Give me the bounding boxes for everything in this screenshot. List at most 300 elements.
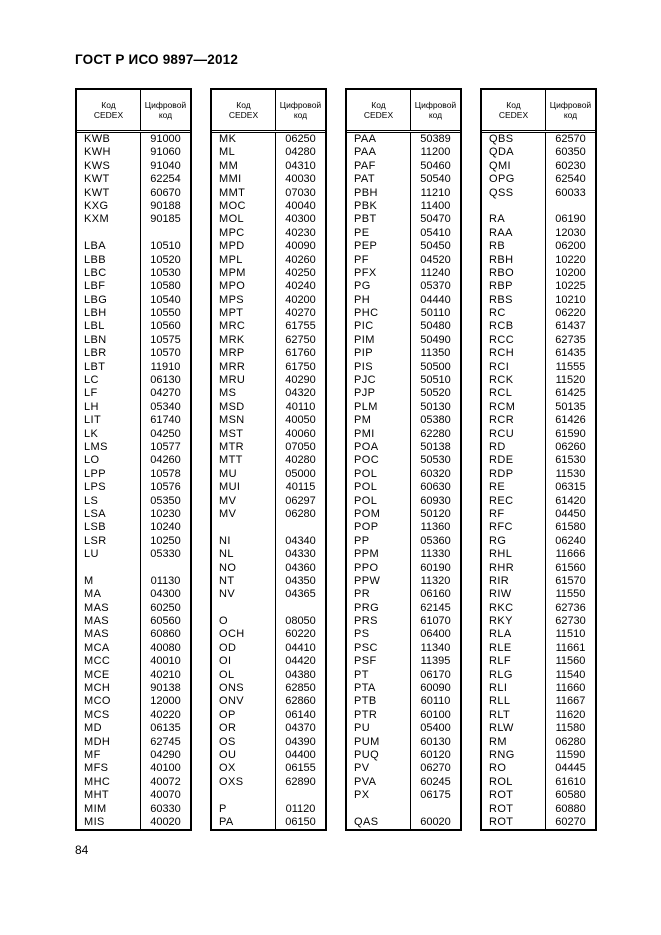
table-row: [212, 642, 325, 655]
numeric-code-cell: 61425: [555, 387, 586, 400]
table-row: [482, 160, 595, 173]
table-row: [482, 682, 595, 695]
table-row: [482, 722, 595, 735]
numeric-code-cell: 40010: [150, 655, 181, 668]
cedex-code-cell: RCR: [482, 414, 546, 427]
numeric-code-cell: 60033: [555, 186, 586, 199]
numeric-code-cell: 62730: [555, 615, 586, 628]
numeric-code-cell: 10540: [150, 293, 181, 306]
cedex-code-cell: LSR: [77, 535, 141, 548]
numeric-code-cell: 07030: [285, 186, 316, 199]
table-row: [77, 709, 190, 722]
table-row: [212, 602, 325, 615]
table-row: [212, 481, 325, 494]
numeric-code-cell: 62735: [555, 333, 586, 346]
cedex-code-cell: ONS: [212, 682, 276, 695]
numeric-code-cell: 40030: [285, 173, 316, 186]
cedex-code-cell: MA: [77, 588, 141, 601]
code-table-2: [210, 88, 327, 831]
numeric-code-cell: 61760: [285, 347, 316, 360]
cedex-code-cell: RHL: [482, 548, 546, 561]
cedex-code-cell: POL: [347, 495, 411, 508]
table-row: [212, 762, 325, 775]
table-row: [77, 187, 190, 200]
header-line: код: [158, 110, 173, 120]
table-row: [482, 133, 595, 146]
cedex-code-cell: POA: [347, 441, 411, 454]
header-line: CEDEX: [498, 110, 529, 120]
table-row: [77, 468, 190, 481]
table-row: [77, 602, 190, 615]
table-row: [212, 562, 325, 575]
cedex-code-cell: PBH: [347, 187, 411, 200]
table-row: [482, 602, 595, 615]
numeric-code-cell: 60100: [420, 708, 451, 721]
cedex-code-cell: RLG: [482, 669, 546, 682]
cedex-code-cell: LBG: [77, 294, 141, 307]
cedex-code-cell: PV: [347, 762, 411, 775]
cedex-code-cell: PUM: [347, 736, 411, 749]
numeric-code-cell: 11661: [555, 641, 586, 654]
numeric-code-cell: 06260: [555, 440, 586, 453]
numeric-code-cell: 11360: [420, 521, 451, 534]
cedex-code-cell: RIR: [482, 575, 546, 588]
table-row: [212, 722, 325, 735]
cedex-code-cell: PIC: [347, 320, 411, 333]
numeric-code-cell: 12000: [150, 695, 181, 708]
code-table-3: [345, 88, 462, 831]
cedex-code-cell: LSB: [77, 521, 141, 534]
table-row: [347, 709, 460, 722]
table-row: [212, 695, 325, 708]
cedex-code-cell: MCO: [77, 695, 141, 708]
numeric-code-cell: 62145: [420, 601, 451, 614]
table-row: [347, 200, 460, 213]
table-row: [482, 562, 595, 575]
table-row: [347, 267, 460, 280]
table-row: [212, 307, 325, 320]
table-row: [482, 187, 595, 200]
numeric-code-cell: 11320: [420, 574, 451, 587]
cedex-code-cell: PIM: [347, 334, 411, 347]
numeric-code-cell: 62570: [555, 133, 586, 145]
table-row: [77, 361, 190, 374]
cedex-code-cell: KXG: [77, 200, 141, 213]
table-row: [347, 615, 460, 628]
numeric-code-cell: 40230: [285, 226, 316, 239]
table-row: [77, 749, 190, 762]
table-row: [347, 387, 460, 400]
table-row: [212, 468, 325, 481]
numeric-code-cell: 04400: [285, 748, 316, 761]
numeric-code-cell: 04365: [285, 588, 316, 601]
table-row: [77, 347, 190, 360]
numeric-code-cell: 06135: [150, 722, 181, 735]
cedex-code-cell: PP: [347, 535, 411, 548]
numeric-code-cell: 10250: [150, 534, 181, 547]
cedex-code-cell: LSA: [77, 508, 141, 521]
table-row: [77, 320, 190, 333]
numeric-code-cell: 60880: [555, 802, 586, 815]
table-row: [482, 347, 595, 360]
cedex-code-cell: PSF: [347, 655, 411, 668]
cedex-code-cell: PPW: [347, 575, 411, 588]
numeric-code-cell: 50490: [420, 333, 451, 346]
table-body: [77, 133, 190, 829]
table-row: [482, 736, 595, 749]
cedex-code-cell: LS: [77, 495, 141, 508]
numeric-code-cell: 04390: [285, 735, 316, 748]
header-line: Цифровой: [144, 100, 187, 110]
numeric-code-cell: 61560: [555, 561, 586, 574]
table-row: [77, 414, 190, 427]
numeric-code-cell: 40260: [285, 253, 316, 266]
numeric-code-cell: 61435: [555, 347, 586, 360]
header-line: код: [293, 110, 308, 120]
table-row: [482, 628, 595, 641]
header-line: Код: [236, 100, 251, 110]
table-row: [77, 521, 190, 534]
cedex-code-cell: MPS: [212, 294, 276, 307]
numeric-code-cell: 04520: [420, 253, 451, 266]
table-row: [482, 789, 595, 802]
numeric-code-cell: 05350: [150, 494, 181, 507]
cedex-code-cell: QMI: [482, 160, 546, 173]
numeric-code-cell: 61070: [420, 615, 451, 628]
numeric-code-cell: 06270: [420, 762, 451, 775]
numeric-code-cell: 11910: [150, 360, 181, 373]
numeric-code-cell: 08050: [285, 615, 316, 628]
cedex-code-cell: POL: [347, 481, 411, 494]
cedex-code-cell: MAS: [77, 602, 141, 615]
numeric-code-cell: 50450: [420, 240, 451, 253]
numeric-code-cell: 04320: [285, 387, 316, 400]
header-line: Код: [371, 100, 386, 110]
table-row: [347, 803, 460, 816]
numeric-code-cell: 05000: [285, 467, 316, 480]
table-row: [77, 213, 190, 226]
table-row: [212, 495, 325, 508]
numeric-code-cell: [141, 562, 190, 575]
numeric-code-cell: 61437: [555, 320, 586, 333]
table-row: [212, 535, 325, 548]
table-row: [482, 200, 595, 213]
table-row: [347, 133, 460, 146]
cedex-code-cell: PE: [347, 227, 411, 240]
numeric-code-cell: 62750: [285, 333, 316, 346]
numeric-code-cell: 11395: [420, 655, 451, 668]
table-row: [77, 575, 190, 588]
cedex-code-cell: LK: [77, 428, 141, 441]
cedex-code-cell: KWT: [77, 187, 141, 200]
cedex-code-cell: [482, 200, 546, 213]
numeric-code-cell: 11200: [420, 146, 451, 159]
cedex-code-cell: RLE: [482, 642, 546, 655]
cedex-code-cell: MU: [212, 468, 276, 481]
table-row: [212, 588, 325, 601]
table-row: [347, 508, 460, 521]
table-row: [482, 508, 595, 521]
numeric-code-cell: 60330: [150, 802, 181, 815]
numeric-code-cell: 62280: [420, 427, 451, 440]
cedex-code-cell: PAT: [347, 173, 411, 186]
table-row: [77, 240, 190, 253]
table-row: [77, 428, 190, 441]
cedex-code-cell: MFS: [77, 762, 141, 775]
numeric-code-cell: 04280: [285, 146, 316, 159]
numeric-code-cell: 04360: [285, 561, 316, 574]
table-row: [347, 736, 460, 749]
cedex-code-cell: PX: [347, 789, 411, 802]
table-row: [212, 521, 325, 534]
numeric-code-cell: 40040: [285, 199, 316, 212]
numeric-code-cell: 04270: [150, 387, 181, 400]
cedex-code-cell: MPO: [212, 280, 276, 293]
table-row: [347, 588, 460, 601]
numeric-code-cell: 90188: [150, 199, 181, 212]
table-row: [482, 548, 595, 561]
table-body: [347, 133, 460, 829]
numeric-code-cell: 04300: [150, 588, 181, 601]
cedex-code-cell: RM: [482, 736, 546, 749]
numeric-code-cell: 60190: [420, 561, 451, 574]
table-row: [77, 776, 190, 789]
cedex-code-cell: MCE: [77, 669, 141, 682]
numeric-code-cell: 10520: [150, 253, 181, 266]
numeric-code-cell: 04260: [150, 454, 181, 467]
cedex-code-cell: MV: [212, 508, 276, 521]
cedex-code-cell: [212, 521, 276, 534]
table-row: [212, 347, 325, 360]
table-row: [77, 441, 190, 454]
table-row: [212, 240, 325, 253]
cedex-code-cell: PAA: [347, 146, 411, 159]
cedex-code-cell: RIW: [482, 588, 546, 601]
table-row: [347, 307, 460, 320]
cedex-code-cell: MMI: [212, 173, 276, 186]
cedex-code-cell: OL: [212, 669, 276, 682]
numeric-code-cell: 05400: [420, 722, 451, 735]
numeric-code-cell: 06160: [420, 588, 451, 601]
table-row: [77, 655, 190, 668]
numeric-code-cell: 04310: [285, 159, 316, 172]
cedex-code-cell: MIS: [77, 816, 141, 829]
numeric-code-cell: 60220: [285, 628, 316, 641]
table-row: [347, 776, 460, 789]
table-row: [77, 146, 190, 159]
table-row: [347, 227, 460, 240]
table-row: [77, 669, 190, 682]
cedex-code-cell: PSC: [347, 642, 411, 655]
numeric-code-cell: 05380: [420, 414, 451, 427]
table-row: [212, 669, 325, 682]
cedex-code-cell: PMI: [347, 428, 411, 441]
cedex-code-cell: RBO: [482, 267, 546, 280]
numeric-code-cell: 06297: [285, 494, 316, 507]
table-row: [482, 414, 595, 427]
table-body: [212, 133, 325, 829]
cedex-code-cell: LO: [77, 454, 141, 467]
table-row: [77, 628, 190, 641]
cedex-code-cell: ONV: [212, 695, 276, 708]
table-row: [347, 535, 460, 548]
table-row: [212, 320, 325, 333]
table-row: [482, 267, 595, 280]
cedex-code-cell: [212, 602, 276, 615]
numeric-code-cell: 40110: [285, 400, 316, 413]
table-row: [77, 227, 190, 240]
cedex-code-cell: LBA: [77, 240, 141, 253]
numeric-code-cell: 11620: [555, 708, 586, 721]
table-row: [482, 401, 595, 414]
numeric-code-cell: 10510: [150, 240, 181, 253]
numeric-code-cell: 50480: [420, 320, 451, 333]
numeric-code-cell: 04250: [150, 427, 181, 440]
cedex-code-cell: LBC: [77, 267, 141, 280]
table-row: [77, 200, 190, 213]
cedex-code-cell: MK: [212, 133, 276, 146]
cedex-code-cell: RCH: [482, 347, 546, 360]
numeric-code-cell: 05370: [420, 280, 451, 293]
numeric-code-cell: 04290: [150, 748, 181, 761]
cedex-code-cell: PM: [347, 414, 411, 427]
table-row: [347, 655, 460, 668]
cedex-code-cell: OPG: [482, 173, 546, 186]
numeric-code-cell: 06240: [555, 534, 586, 547]
cedex-code-cell: MPM: [212, 267, 276, 280]
numeric-code-cell: 50120: [420, 507, 451, 520]
table-row: [482, 454, 595, 467]
table-row: [77, 374, 190, 387]
cedex-code-cell: RFC: [482, 521, 546, 534]
table-row: [212, 816, 325, 829]
numeric-code-cell: 40090: [285, 240, 316, 253]
table-row: [77, 736, 190, 749]
cedex-code-cell: PTA: [347, 682, 411, 695]
table-row: [482, 695, 595, 708]
table-row: [212, 709, 325, 722]
numeric-code-cell: 61530: [555, 454, 586, 467]
numeric-code-cell: 10220: [555, 253, 586, 266]
cedex-code-cell: M: [77, 575, 141, 588]
cedex-code-cell: RF: [482, 508, 546, 521]
numeric-code-cell: 40270: [285, 307, 316, 320]
cedex-code-cell: MRU: [212, 374, 276, 387]
numeric-code-cell: 06315: [555, 481, 586, 494]
cedex-code-cell: MDH: [77, 736, 141, 749]
cedex-code-cell: LBL: [77, 320, 141, 333]
cedex-code-cell: RCL: [482, 387, 546, 400]
header-line: Цифровой: [549, 100, 592, 110]
numeric-code-cell: 10550: [150, 307, 181, 320]
table-row: [212, 254, 325, 267]
table-row: [347, 374, 460, 387]
cedex-code-cell: RCM: [482, 401, 546, 414]
table-row: [77, 548, 190, 561]
table-row: [482, 227, 595, 240]
cedex-code-cell: ROL: [482, 776, 546, 789]
cedex-code-cell: PLM: [347, 401, 411, 414]
numeric-code-cell: 61570: [555, 574, 586, 587]
table-row: [212, 213, 325, 226]
cedex-code-cell: PHC: [347, 307, 411, 320]
table-row: [212, 441, 325, 454]
table-row: [77, 173, 190, 186]
cedex-code-cell: POP: [347, 521, 411, 534]
table-row: [77, 762, 190, 775]
table-row: [212, 454, 325, 467]
table-row: [347, 160, 460, 173]
table-header-row: [212, 90, 325, 133]
table-row: [347, 347, 460, 360]
cedex-code-cell: PAF: [347, 160, 411, 173]
cedex-code-cell: LBB: [77, 254, 141, 267]
table-row: [77, 307, 190, 320]
table-row: [482, 240, 595, 253]
cedex-code-cell: LBH: [77, 307, 141, 320]
numeric-code-cell: 61420: [555, 494, 586, 507]
cedex-code-cell: MCH: [77, 682, 141, 695]
cedex-code-cell: LMS: [77, 441, 141, 454]
cedex-code-cell: RO: [482, 762, 546, 775]
cedex-code-cell: QBS: [482, 133, 546, 146]
cedex-code-cell: PPM: [347, 548, 411, 561]
numeric-code-cell: 11210: [420, 186, 451, 199]
table-row: [482, 387, 595, 400]
numeric-code-cell: 06150: [285, 815, 316, 828]
table-row: [347, 414, 460, 427]
numeric-code-cell: 60860: [150, 628, 181, 641]
numeric-code-cell: 11550: [555, 588, 586, 601]
cedex-code-cell: RLL: [482, 695, 546, 708]
table-row: [212, 682, 325, 695]
cedex-code-cell: PA: [212, 816, 276, 829]
numeric-code-cell: 06130: [150, 374, 181, 387]
cedex-code-cell: MTT: [212, 454, 276, 467]
table-row: [482, 307, 595, 320]
numeric-code-cell: 07050: [285, 440, 316, 453]
numeric-code-cell: 11560: [555, 655, 586, 668]
cedex-code-cell: MCC: [77, 655, 141, 668]
numeric-code-cell: 04330: [285, 548, 316, 561]
cedex-code-cell: RG: [482, 535, 546, 548]
numeric-code-cell: 06400: [420, 628, 451, 641]
numeric-code-cell: 10530: [150, 266, 181, 279]
numeric-code-cell: 10225: [555, 280, 586, 293]
numeric-code-cell: 50470: [420, 213, 451, 226]
numeric-code-cell: 06250: [285, 133, 316, 145]
table-row: [347, 602, 460, 615]
table-row: [482, 468, 595, 481]
table-row: [482, 816, 595, 829]
cedex-code-cell: ROT: [482, 803, 546, 816]
numeric-code-cell: 61426: [555, 414, 586, 427]
numeric-code-cell: 10200: [555, 266, 586, 279]
numeric-code-cell: 50530: [420, 454, 451, 467]
numeric-code-cell: [546, 200, 595, 213]
cedex-code-cell: RBP: [482, 280, 546, 293]
numeric-code-cell: 40290: [285, 374, 316, 387]
table-body: [482, 133, 595, 829]
column-header-cedex-code: [77, 90, 141, 130]
cedex-code-cell: MST: [212, 428, 276, 441]
numeric-code-cell: 50110: [420, 307, 451, 320]
cedex-code-cell: PIS: [347, 361, 411, 374]
cedex-code-cell: PTR: [347, 709, 411, 722]
cedex-code-cell: LBN: [77, 334, 141, 347]
table-row: [482, 615, 595, 628]
header-line: Цифровой: [279, 100, 322, 110]
